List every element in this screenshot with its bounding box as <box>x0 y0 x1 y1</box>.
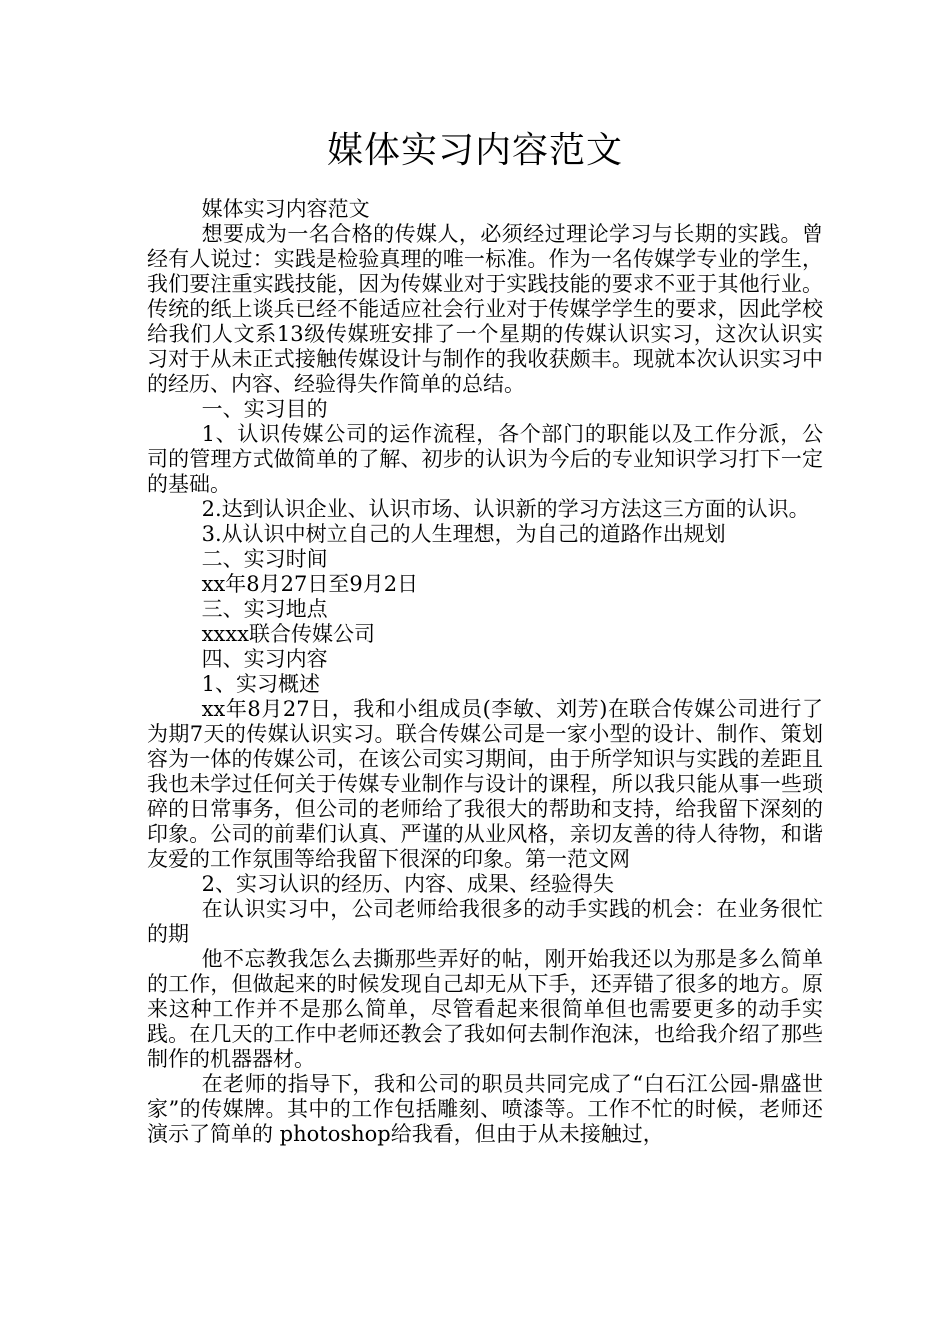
document-title: 媒体实习内容范文 <box>326 130 623 171</box>
heading-time: 二、实习时间 <box>201 547 328 571</box>
heading-location: 三、实习地点 <box>201 597 328 621</box>
paragraph-location: xxxx联合传媒公司 <box>201 622 375 646</box>
heading-overview: 1、实习概述 <box>201 672 320 696</box>
heading-experience: 2、实习认识的经历、内容、成果、经验得失 <box>201 872 614 896</box>
paragraph-subtitle: 媒体实习内容范文 <box>201 197 370 221</box>
paragraph-purpose-2: 2.达到认识企业、认识市场、认识新的学习方法这三方面的认识。 <box>201 497 810 521</box>
heading-content: 四、实习内容 <box>201 647 328 671</box>
paragraph-intro: 想要成为一名合格的传媒人，必须经过理论学习与长期的实践。曾经有人说过：实践是检验真理的唯一标准。作为一名传媒学专业的学生，我们要注重实践技能，因为传媒业对于实践技能的要求不亚于其他行业。传统的纸上谈兵已经不能适应社会行业对于传媒学学生的要求，因此学校给我们人文系13级传媒班安排了一个星期的传媒认识实习，这次认识实习对于从未正式接触传媒设计与制作的我收获颇丰。现就本次认识实习中的经历、内容、经验得失作简单的总结。 <box>147 222 823 396</box>
paragraph-experience-1: 在认识实习中，公司老师给我很多的动手实践的机会：在业务很忙的期 <box>147 897 823 946</box>
paragraph-experience-3: 在老师的指导下，我和公司的职员共同完成了“白石江公园-鼎盛世家”的传媒牌。其中的工作包括雕刻、喷漆等。工作不忙的时候，老师还演示了简单的 photoshop给我看，但由于从未接触过， <box>147 1072 823 1146</box>
heading-purpose: 一、实习目的 <box>201 397 328 421</box>
paragraph-purpose-1: 1、认识传媒公司的运作流程，各个部门的职能以及工作分派，公司的管理方式做简单的了解、初步的认识为今后的专业知识学习打下一定的基础。 <box>147 422 823 496</box>
document-body <box>147 197 823 1147</box>
paragraph-time: xx年8月27日至9月2日 <box>201 572 419 596</box>
paragraph-purpose-3: 3.从认识中树立自己的人生理想，为自己的道路作出规划 <box>201 522 726 546</box>
paragraph-overview: xx年8月27日，我和小组成员(李敏、刘芳)在联合传媒公司进行了为期7天的传媒认识实习。联合传媒公司是一家小型的设计、制作、策划容为一体的传媒公司，在该公司实习期间，由于所学知识与实践的差距且我也未学过任何关于传媒专业制作与设计的课程，所以我只能从事一些琐碎的日常事务，但公司的老师给了我很大的帮助和支持，给我留下深刻的印象。公司的前辈们认真、严谨的从业风格，亲切友善的待人待物，和谐友爱的工作氛围等给我留下很深的印象。第一范文网 <box>147 697 823 871</box>
paragraph-experience-2: 他不忘教我怎么去撕那些弄好的帖，刚开始我还以为那是多么简单的工作，但做起来的时候发现自己却无从下手，还弄错了很多的地方。原来这种工作并不是那么简单，尽管看起来很简单但也需要更多的动手实践。在几天的工作中老师还教会了我如何去制作泡沫，也给我介绍了那些制作的机器器材。 <box>147 947 823 1071</box>
